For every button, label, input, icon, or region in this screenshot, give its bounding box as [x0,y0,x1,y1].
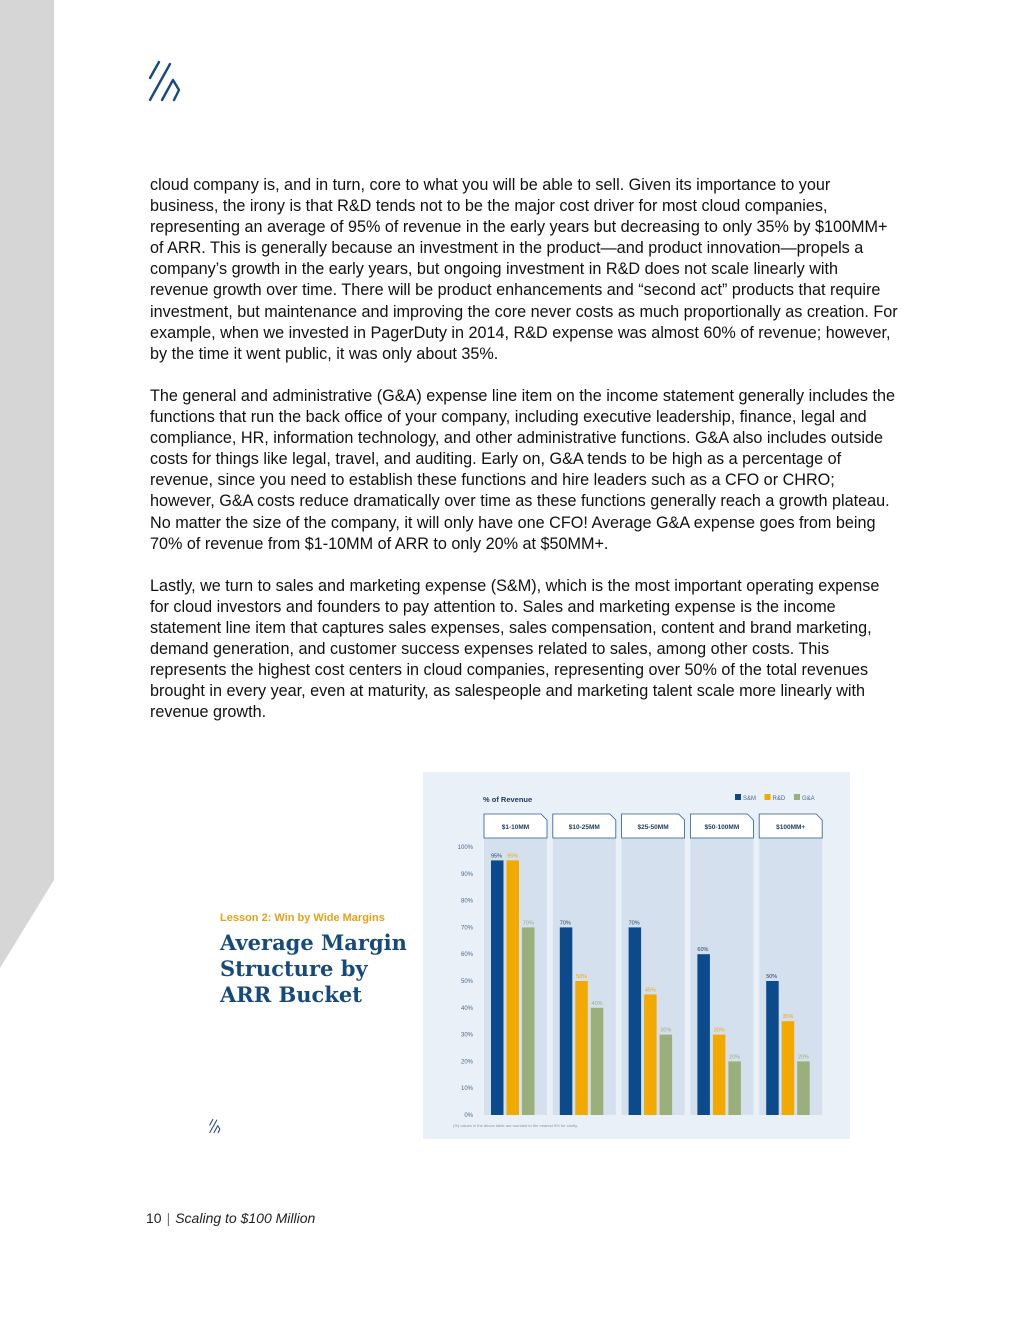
paragraph-sm: Lastly, we turn to sales and marketing expense (S&M), which is the most important operating expense for cloud investors and founders to pay attention to. Sales and marketing expense is the income statement line item that captures sales expenses, sales compensation, content and brand marketing, demand generation, and customer success expenses related to sales, among other costs. This represents the highest cost centers in cloud companies, representing over 50% of the total revenues brought in every year, even at maturity, as salespeople and marketing talent scale more linearly with revenue growth. [150,576,880,722]
bar-G&A [660,1035,673,1115]
bar-R&D [507,860,520,1115]
legend-swatch-2 [794,794,800,800]
figure-logo-icon [208,1118,222,1134]
bar-value-label: 60% [697,947,709,954]
brand-logo-icon [146,58,184,104]
y-axis [458,845,474,1119]
bar-value-label: 95% [507,853,519,860]
y-tick-label: 100% [457,845,473,851]
footer-separator: | [166,1210,171,1226]
y-tick-label: 60% [460,952,473,959]
y-tick-label: 0% [464,1113,473,1119]
bar-R&D [782,1021,795,1115]
chart-title: % of Revenue [483,795,533,804]
article-body [150,175,900,745]
bar-value-label: 50% [766,974,778,980]
y-tick-label: 80% [460,898,473,905]
bar-R&D [644,994,657,1115]
side-decoration [0,0,60,980]
bar-value-label: 40% [591,1000,603,1007]
category-header-label: $100MM+ [776,824,806,831]
chart-footnote: (%) values in the above table are rounded to the nearest 5% for clarity. [453,1123,578,1128]
bar-R&D [713,1035,726,1115]
bar-value-label: 30% [713,1027,725,1034]
bar-value-label: 35% [782,1014,794,1021]
bar-value-label: 20% [797,1054,809,1061]
bar-value-label: 45% [644,987,656,994]
y-tick-label: 20% [460,1059,473,1066]
category-header-label: $10-25MM [568,824,600,831]
legend-label-0: S&M [743,796,757,802]
footer-title: Scaling to $100 Million [175,1210,316,1226]
page-footer [146,1210,315,1226]
bar-S&M [491,860,504,1115]
category-header-label: $25-50MM [637,824,669,831]
category-header-label: $50-100MM [704,824,740,831]
y-tick-label: 30% [460,1032,473,1039]
y-tick-label: 50% [460,979,473,985]
bar-value-label: 70% [559,920,571,927]
bar-S&M [697,954,710,1115]
category-header-label: $1-10MM [501,824,530,831]
bar-S&M [629,927,642,1115]
margin-chart [423,772,850,1139]
bar-G&A [797,1061,810,1115]
bar-S&M [560,927,573,1115]
margin-chart-figure [423,772,850,1139]
bar-G&A [728,1061,741,1115]
legend-swatch-0 [735,794,741,800]
chart-legend [735,794,815,802]
bar-value-label: 95% [491,853,503,860]
y-tick-label: 40% [460,1005,473,1012]
legend-label-1: R&D [772,796,786,802]
legend-swatch-1 [765,794,771,800]
paragraph-rd: cloud company is, and in turn, core to what you will be able to sell. Given its importance to your business, the irony is that R&D tends not to be the major cost driver for most cloud companies, representing an average of 95% of revenue in the early years but decreasing to only 35% by $100MM+ of ARR. This is generally because an investment in the product—and product innovation—propels a company’s growth in the early years, but ongoing investment in R&D does not scale linearly with revenue growth over time. There will be product enhancements and “second act” products that require investment, but maintenance and improving the core never costs as much proportionally as creation. For example, when we invested in PagerDuty in 2014, R&D expense was almost 60% of revenue; however, by the time it went public, it was only about 35%. [150,176,898,363]
bar-R&D [575,981,588,1115]
bar-value-label: 30% [660,1027,672,1034]
bar-value-label: 70% [628,920,640,927]
y-tick-label: 10% [460,1086,473,1093]
y-tick-label: 90% [460,871,473,878]
legend-label-2: G&A [802,796,815,802]
y-tick-label: 70% [460,925,473,932]
bar-G&A [591,1008,604,1115]
bar-S&M [766,981,779,1115]
bar-value-label: 70% [522,920,534,927]
page-number: 10 [146,1210,162,1226]
bar-G&A [522,927,535,1115]
lesson-label: Lesson 2: Win by Wide Margins [220,912,385,924]
paragraph-ga: The general and administrative (G&A) expense line item on the income statement generally includes the functions that run the back office of your company, including executive leadership, finance, legal and compliance, HR, information technology, and other administrative functions. G&A also includes outside costs for things like legal, travel, and auditing. Early on, G&A tends to be high as a percentage of revenue, since you need to establish these functions and hire leaders such as a CFO or CHRO; however, G&A costs reduce dramatically over time as these functions generally reach a growth plateau. No matter the size of the company, it will only have one CFO! Average G&A expense goes from being 70% of revenue from $1-10MM of ARR to only 20% at $50MM+. [150,386,896,553]
figure-title: Average Margin Structure by ARR Bucket [220,930,407,1007]
bar-value-label: 50% [576,974,588,980]
bar-value-label: 20% [729,1054,741,1061]
